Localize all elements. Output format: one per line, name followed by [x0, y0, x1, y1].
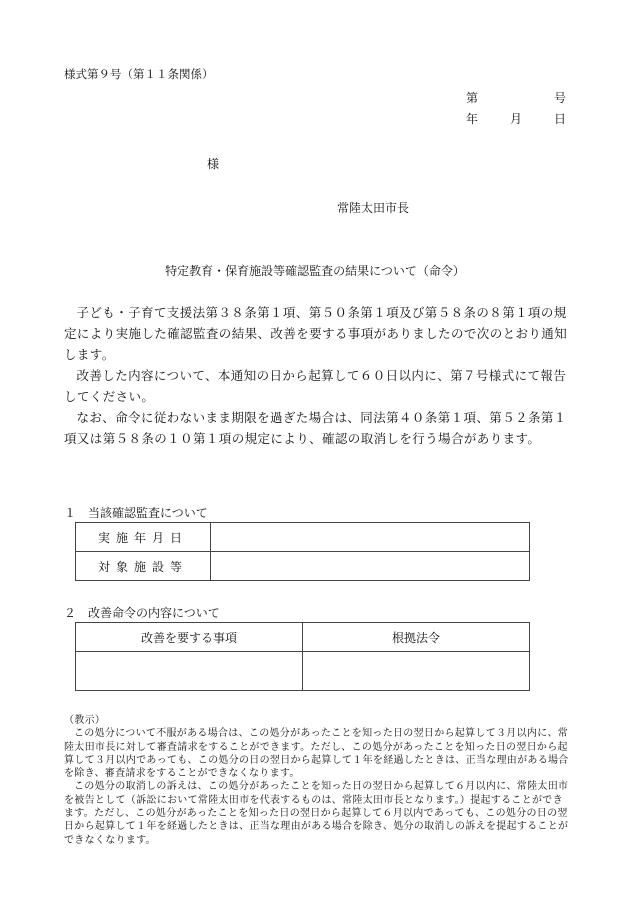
law-cell[interactable]: [303, 652, 530, 691]
table-row: [76, 552, 530, 581]
body-paragraph: 子ども・子育て支援法第３８条第１項、第５０条第１項及び第５８条の８第１項の規定により実施した確認監査の結果、改善を要する事項がありましたので次のとおり通知します。: [64, 305, 568, 362]
date-day: 日: [554, 112, 567, 126]
sender: 常陸太田市長: [337, 201, 410, 215]
notice-heading: （教示）: [64, 715, 106, 726]
table-row: [76, 523, 530, 552]
section2-heading: ２ 改善命令の内容について: [64, 606, 220, 620]
document-title: 特定教育・保育施設等確認監査の結果について（命令）: [165, 264, 465, 278]
addressee-suffix: 様: [207, 157, 220, 171]
body-text: [64, 302, 570, 449]
section1-heading: １ 当該確認監査について: [64, 506, 208, 520]
body-paragraph: 改善した内容について、本通知の日から起算して６０日以内に、第７号様式にて報告してください。: [64, 368, 567, 404]
date-month: 月: [510, 112, 523, 126]
table-header-row: [76, 623, 530, 652]
instruction-notice: [64, 714, 570, 847]
audit-info-table: [75, 522, 530, 581]
number-suffix: 号: [554, 91, 567, 105]
notice-paragraph: この処分の取消しの訴えは、この処分があったことを知った日の翌日から起算して６月以内に、常陸太田市を被告として（訴訟において常陸太田市を代表するものは、常陸太田市長となります。）提起することができます。ただし、この処分があったことを知った日の翌日から起算して６月以内であっても、この処分の日の翌日から起算して１年を経過したときは、正当な理由がある場合を除き、処分の取消しの訴えを提起することができなくなります。: [64, 781, 569, 846]
table-row: [76, 652, 530, 691]
row-value-facility[interactable]: [211, 552, 530, 581]
improvement-order-table: [75, 622, 530, 691]
issue-cell[interactable]: [76, 652, 303, 691]
row-value-date[interactable]: [211, 523, 530, 552]
notice-paragraph: この処分について不服がある場合は、この処分があったことを知った日の翌日から起算して３月以内に、常陸太田市長に対して審査請求をすることができます。ただし、この処分があったことを知った日の翌日から起算して３月以内であっても、この処分の日の翌日から起算して１年を経過したときは、正当な理由がある場合を除き、審査請求をすることができなくなります。: [64, 728, 569, 780]
body-paragraph: なお、命令に従わないまま期限を過ぎた場合は、同法第４０条第１項、第５２条第１項又は第５８条の１０第１項の規定により、確認の取消しを行う場合があります。: [64, 410, 567, 446]
row-label-date: 実施年月日: [76, 523, 211, 552]
row-label-facility: 対象施設等: [76, 552, 211, 581]
column-header-issue: 改善を要する事項: [76, 623, 303, 652]
date-year: 年: [466, 112, 479, 126]
column-header-law: 根拠法令: [303, 623, 530, 652]
form-label: 様式第９号（第１１条関係）: [64, 67, 214, 81]
number-prefix: 第: [466, 91, 479, 105]
